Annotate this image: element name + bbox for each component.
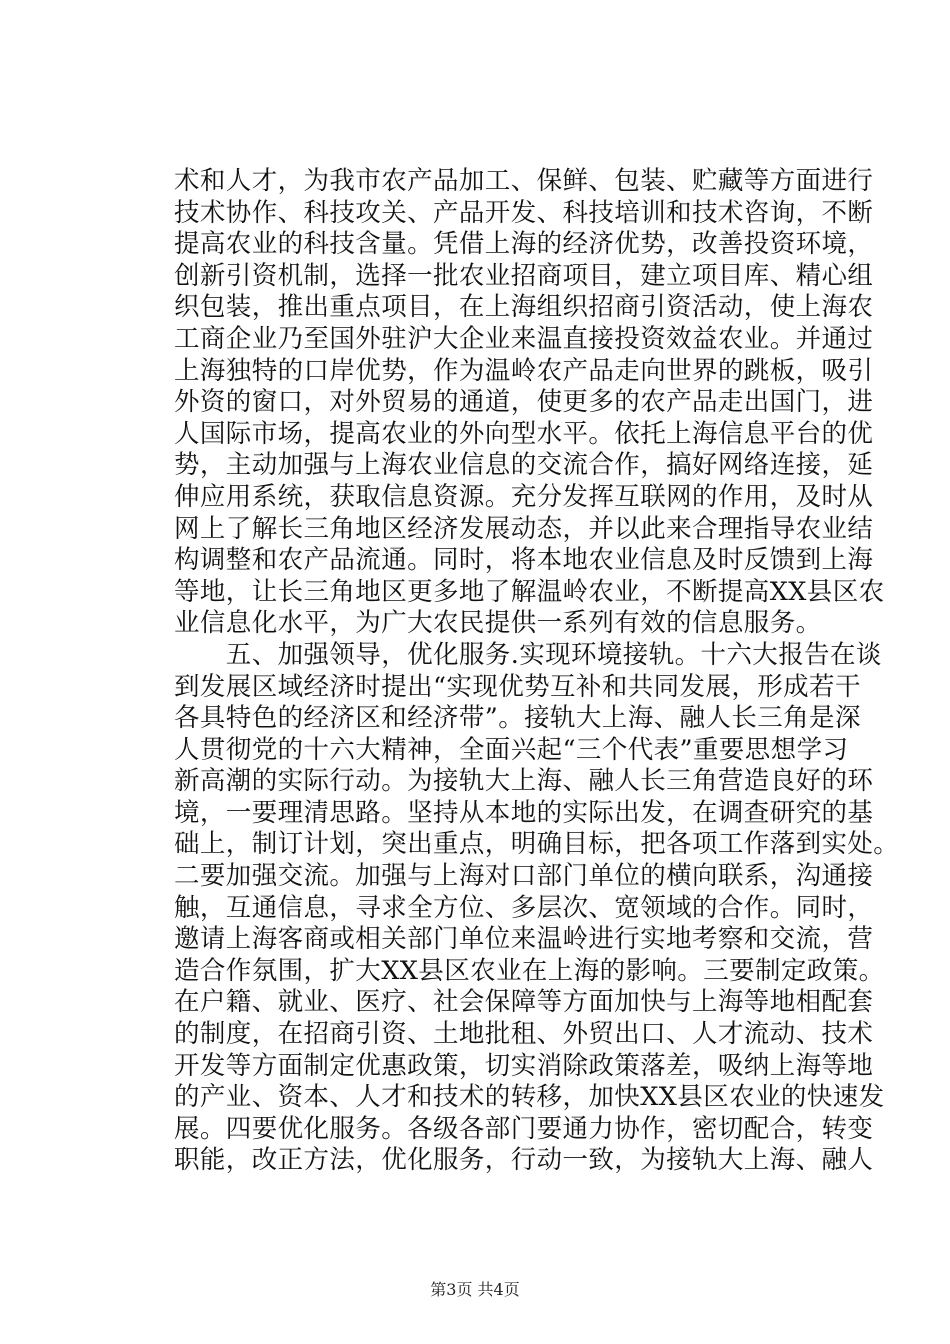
text-line: 构调整和农产品流通。同时，将本地农业信息及时反馈到上海 [174, 545, 874, 576]
text-line: 创新引资机制，选择一批农业招商项目，建立项目库、精心组 [174, 260, 874, 291]
text-line: 造合作氛围，扩大XX县区农业在上海的影响。三要制定政策。 [174, 955, 885, 986]
text-line: 五、加强领导，优化服务.实现环境接轨。十六大报告在谈 [174, 639, 882, 670]
text-line: 开发等方面制定优惠政策，切实消除政策落差，吸纳上海等地 [174, 1050, 874, 1081]
text-line: 业信息化水平，为广大农民提供一系列有效的信息服务。 [174, 608, 822, 639]
text-line: 势，主动加强与上海农业信息的交流合作，搞好网络连接，延 [174, 450, 874, 481]
text-line: 的产业、资本、人才和技术的转移，加快XX县区农业的快速发 [174, 1082, 885, 1113]
text-line: 术和人才，为我市农产品加工、保鲜、包装、贮藏等方面进行 [174, 166, 874, 196]
text-line: 工商企业乃至国外驻沪大企业来温直接投资效益农业。并通过 [174, 323, 874, 354]
text-line: 等地，让长三角地区更多地了解温岭农业，不断提高XX县区农 [174, 576, 885, 607]
text-line: 展。四要优化服务。各级各部门要通力协作，密切配合，转变 [174, 1113, 874, 1144]
text-line: 邀请上海客商或相关部门单位来温岭进行实地考察和交流，营 [174, 924, 874, 955]
text-line: 提高农业的科技含量。凭借上海的经济优势，改善投资环境， [174, 229, 874, 260]
text-line: 上海独特的口岸优势，作为温岭农产品走向世界的跳板，吸引 [174, 355, 874, 386]
text-line: 伸应用系统，获取信息资源。充分发挥互联网的作用，及时从 [174, 481, 874, 512]
text-line: 职能，改正方法，优化服务，行动一致，为接轨大上海、融人 [174, 1145, 874, 1176]
text-line: 础上，制订计划，突出重点，明确目标，把各项工作落到实处。 [174, 829, 900, 860]
text-line: 技术协作、科技攻关、产品开发、科技培训和技术咨询，不断 [174, 197, 874, 228]
page-footer [0, 1277, 950, 1300]
text-line: 境，一要理清思路。坚持从本地的实际出发，在调查研究的基 [174, 797, 874, 828]
text-line: 到发展区域经济时提出“实现优势互补和共同发展，形成若干 [174, 671, 861, 702]
text-line: 各具特色的经济区和经济带”。接轨大上海、融人长三角是深 [174, 703, 861, 734]
text-line: 网上了解长三角地区经济发展动态，并以此来合理指导农业结 [174, 513, 874, 544]
text-line: 触，互通信息，寻求全方位、多层次、宽领域的合作。同时， [174, 892, 874, 923]
text-line: 织包装，推出重点项目，在上海组织招商引资活动，使上海农 [174, 292, 874, 323]
text-line: 外资的窗口，对外贸易的通道，使更多的农产品走出国门，进 [174, 387, 874, 418]
page-number: 第3页 共4页 [430, 1280, 520, 1299]
text-line: 新高潮的实际行动。为接轨大上海、融人长三角营造良好的环 [174, 766, 874, 797]
text-line: 二要加强交流。加强与上海对口部门单位的横向联系，沟通接 [174, 861, 874, 892]
document-body [174, 166, 900, 1177]
text-line: 人贯彻党的十六大精神，全面兴起“三个代表”重要思想学习 [174, 734, 849, 765]
text-line: 的制度，在招商引资、土地批租、外贸出口、人才流动、技术 [174, 1019, 874, 1050]
text-line: 在户籍、就业、医疗、社会保障等方面加快与上海等地相配套 [174, 987, 874, 1018]
text-line: 人国际市场，提高农业的外向型水平。依托上海信息平台的优 [174, 418, 874, 449]
